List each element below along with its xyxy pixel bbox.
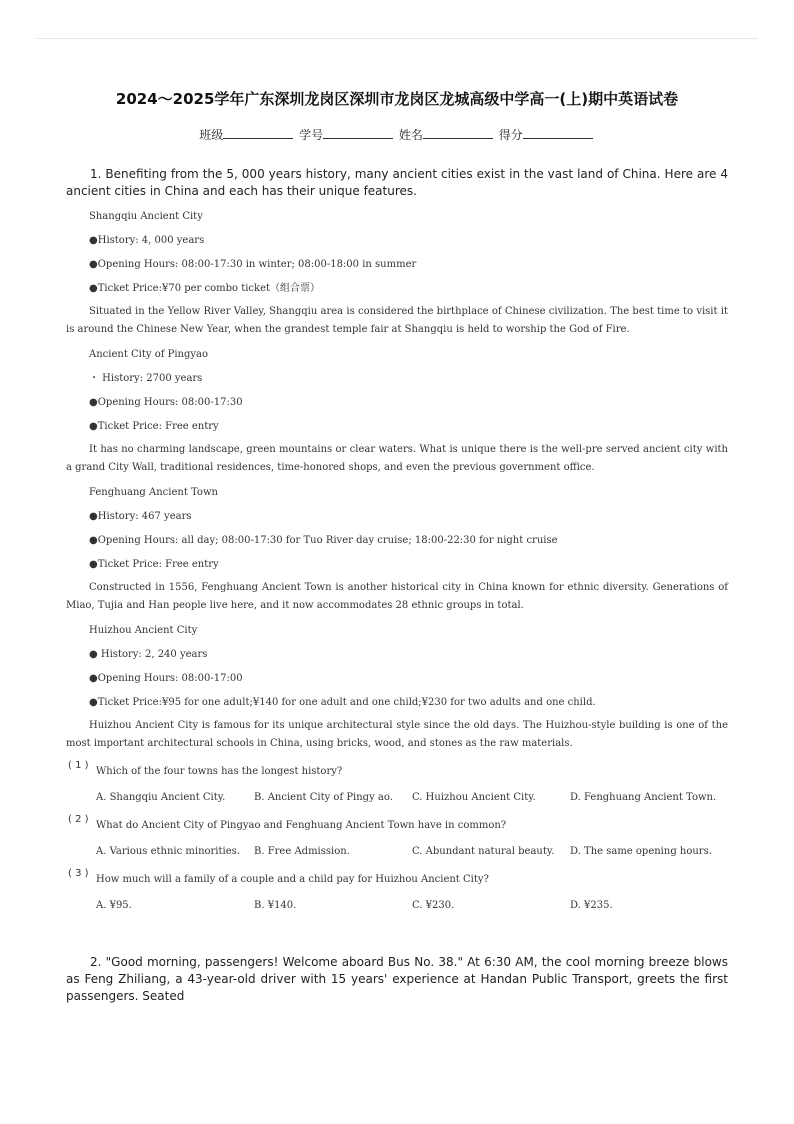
option-c[interactable]: C. Abundant natural beauty.: [412, 846, 555, 857]
city-ticket: ●Ticket Price:¥95 for one adult;¥140 for one adult and one child;¥230 for two adults and one child.: [89, 697, 596, 708]
sub-question-text: Which of the four towns has the longest history?: [96, 766, 343, 777]
sub-question-1: [66, 760, 728, 779]
exam-title: 2024～2025学年广东深圳龙岗区深圳市龙岗区龙城高级中学高一(上)期中英语试卷: [115, 90, 679, 108]
field-name-blank[interactable]: [423, 126, 493, 139]
sub-question-text: What do Ancient City of Pingyao and Fenghuang Ancient Town have in common?: [96, 820, 507, 831]
sub-question-text: How much will a family of a couple and a child pay for Huizhou Ancient City?: [96, 874, 489, 885]
exam-page: [66, 88, 728, 1005]
city-hours: ●Opening Hours: 08:00-17:00: [89, 673, 243, 684]
option-d[interactable]: D. The same opening hours.: [570, 846, 712, 857]
field-class-blank[interactable]: [223, 126, 293, 139]
city-hours: ●Opening Hours: all day; 08:00-17:30 for Tuo River day cruise; 18:00-22:30 for night cruise: [89, 535, 558, 546]
city-history: ●History: 467 years: [89, 511, 192, 522]
question-1-intro: 1. Benefiting from the 5, 000 years history, many ancient cities exist in the vast land of China. Here are 4 ancient cities in China and each has their unique features.: [66, 167, 728, 198]
city-description: Situated in the Yellow River Valley, Shangqiu area is considered the birthplace of Chinese civilization. The best time to visit it is around the Chinese New Year, when the grandest temple fair at Shangqiu is held to worship the God of Fire.: [66, 306, 728, 335]
field-id-blank[interactable]: [323, 126, 393, 139]
option-c[interactable]: C. ¥230.: [412, 900, 455, 911]
student-info-fields: [66, 126, 728, 144]
city-description: It has no charming landscape, green mountains or clear waters. What is unique there is the well-pre served ancient city with a grand City Wall, traditional residences, time-honored shops, and even the previous government office.: [66, 444, 728, 473]
option-b[interactable]: B. Ancient City of Pingy ao.: [254, 792, 393, 803]
city-ticket: ●Ticket Price: Free entry: [89, 559, 219, 570]
options-1: [66, 789, 728, 806]
option-a[interactable]: A. Shangqiu Ancient City.: [96, 792, 226, 803]
option-b[interactable]: B. ¥140.: [254, 900, 297, 911]
option-a[interactable]: A. Various ethnic minorities.: [96, 846, 240, 857]
option-a[interactable]: A. ¥95.: [96, 900, 132, 911]
option-b[interactable]: B. Free Admission.: [254, 846, 350, 857]
city-ticket: ●Ticket Price: Free entry: [89, 421, 219, 432]
city-history: ●History: 4, 000 years: [89, 235, 205, 246]
city-name: Ancient City of Pingyao: [89, 349, 209, 360]
sub-question-2: [66, 814, 728, 833]
options-3: [66, 897, 728, 914]
field-id-label: 学号: [299, 128, 324, 142]
field-score-blank[interactable]: [523, 126, 593, 139]
city-history: ・ History: 2700 years: [89, 373, 203, 384]
option-d[interactable]: D. ¥235.: [570, 900, 613, 911]
field-name-label: 姓名: [398, 128, 423, 142]
field-score-label: 得分: [498, 128, 523, 142]
city-name: Huizhou Ancient City: [89, 625, 198, 636]
options-2: [66, 843, 728, 860]
city-hours: ●Opening Hours: 08:00-17:30: [89, 397, 243, 408]
sub-question-number: ( 2 ): [68, 814, 89, 825]
sub-question-number: ( 3 ): [68, 868, 89, 879]
city-name: Fenghuang Ancient Town: [89, 487, 218, 498]
option-d[interactable]: D. Fenghuang Ancient Town.: [570, 792, 717, 803]
city-description: Constructed in 1556, Fenghuang Ancient Town is another historical city in China known for ethnic diversity. Generations of Miao, Tujia and Han people live here, and it now accommodates 28 ethnic groups in total.: [66, 582, 728, 611]
city-list: [66, 209, 728, 914]
sub-question-number: ( 1 ): [68, 760, 89, 771]
sub-question-3: [66, 868, 728, 887]
header-divider: [36, 38, 758, 39]
option-c[interactable]: C. Huizhou Ancient City.: [412, 792, 536, 803]
city-hours: ●Opening Hours: 08:00-17:30 in winter; 08:00-18:00 in summer: [89, 259, 417, 270]
city-ticket: ●Ticket Price:¥70 per combo ticket（组合票）: [89, 283, 321, 294]
question-2-intro: 2. "Good morning, passengers! Welcome aboard Bus No. 38." At 6:30 AM, the cool morning breeze blows as Feng Zhiliang, a 43-year-old driver with 15 years' experience at Handan Public Transport, greets the first passengers. Seated: [66, 955, 728, 1003]
city-description: Huizhou Ancient City is famous for its unique architectural style since the old days. The Huizhou-style building is one of the most important architectural schools in China, using bricks, wood, and stones as the raw materials.: [66, 720, 728, 749]
city-history: ● History: 2, 240 years: [89, 649, 208, 660]
field-class-label: 班级: [199, 128, 224, 142]
city-name: Shangqiu Ancient City: [89, 211, 203, 222]
